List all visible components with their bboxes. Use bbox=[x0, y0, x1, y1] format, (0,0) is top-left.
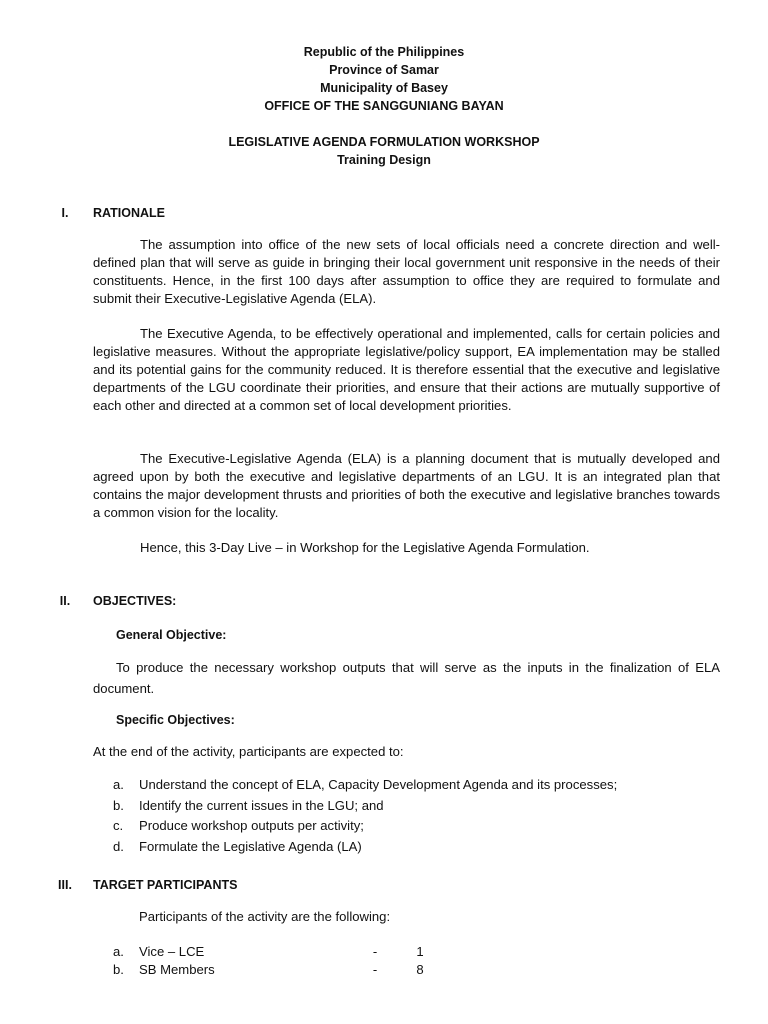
document-title: LEGISLATIVE AGENDA FORMULATION WORKSHOP bbox=[228, 135, 540, 149]
objective-item-label: d. bbox=[113, 839, 124, 854]
objective-item-text: Understand the concept of ELA, Capacity Development Agenda and its processes; bbox=[139, 777, 618, 792]
participant-item-dash: - bbox=[372, 944, 378, 959]
section-title-rationale: RATIONALE bbox=[93, 206, 165, 220]
objective-item-label: a. bbox=[113, 777, 124, 792]
participant-item-dash: - bbox=[372, 962, 378, 977]
objective-item-label: b. bbox=[113, 798, 124, 813]
participant-item-name: SB Members bbox=[139, 962, 215, 977]
section-number-participants: III. bbox=[58, 878, 72, 892]
section-title-participants: TARGET PARTICIPANTS bbox=[93, 878, 238, 892]
document-subtitle: Training Design bbox=[337, 153, 431, 167]
header-republic: Republic of the Philippines bbox=[303, 45, 465, 59]
objective-item-text: Formulate the Legislative Agenda (LA) bbox=[139, 839, 362, 854]
participant-item-name: Vice – LCE bbox=[139, 944, 205, 959]
participants-intro: Participants of the activity are the following: bbox=[139, 909, 391, 924]
header-municipality: Municipality of Basey bbox=[320, 81, 448, 95]
general-objective-heading: General Objective: bbox=[116, 628, 227, 642]
participant-item-label: b. bbox=[113, 962, 124, 977]
objective-item-text: Identify the current issues in the LGU; and bbox=[139, 798, 384, 813]
specific-objectives-intro: At the end of the activity, participants are expected to: bbox=[93, 744, 404, 759]
rationale-paragraph-4: Hence, this 3-Day Live – in Workshop for the Legislative Agenda Formulation. bbox=[140, 540, 590, 555]
rationale-paragraph-3: The Executive-Legislative Agenda (ELA) is a planning document that is mutually developed and agreed upon by both the executive and legislative departments of an LGU. It is an integrated plan that contains the major development thrusts and priorities of both the executive and legislative branches towards a common vision for the locality. bbox=[93, 451, 720, 520]
objective-item-label: c. bbox=[113, 818, 124, 833]
general-objective-text: To produce the necessary workshop outputs that will serve as the inputs in the finalization of ELA document. bbox=[93, 660, 720, 696]
section-number-objectives: II. bbox=[59, 594, 71, 608]
rationale-paragraph-1: The assumption into office of the new sets of local officials need a concrete direction and well-defined plan that will serve as guide in bringing their local government unit responsive in the needs of their constituents. Hence, in the first 100 days after assumption to office they are required to formulate and submit their Executive-Legislative Agenda (ELA). bbox=[93, 237, 720, 306]
participant-item-label: a. bbox=[113, 944, 124, 959]
objective-item-text: Produce workshop outputs per activity; bbox=[139, 818, 364, 833]
header-province: Province of Samar bbox=[329, 63, 439, 77]
section-title-objectives: OBJECTIVES: bbox=[93, 594, 177, 608]
participant-item-count: 8 bbox=[416, 962, 424, 977]
section-number-rationale: I. bbox=[61, 206, 69, 220]
participant-item-count: 1 bbox=[416, 944, 424, 959]
header-office: OFFICE OF THE SANGGUNIANG BAYAN bbox=[264, 99, 504, 113]
specific-objectives-heading: Specific Objectives: bbox=[116, 713, 235, 727]
rationale-paragraph-2: The Executive Agenda, to be effectively operational and implemented, calls for certain policies and legislative measures. Without the appropriate legislative/policy support, EA implementation may be stalled and its potential gains for the community reduced. It is therefore essential that the executive and legislative departments of the LGU coordinate their priorities, and ensure that their actions are mutually supportive of each other and directed at a common set of local development priorities. bbox=[93, 326, 720, 413]
